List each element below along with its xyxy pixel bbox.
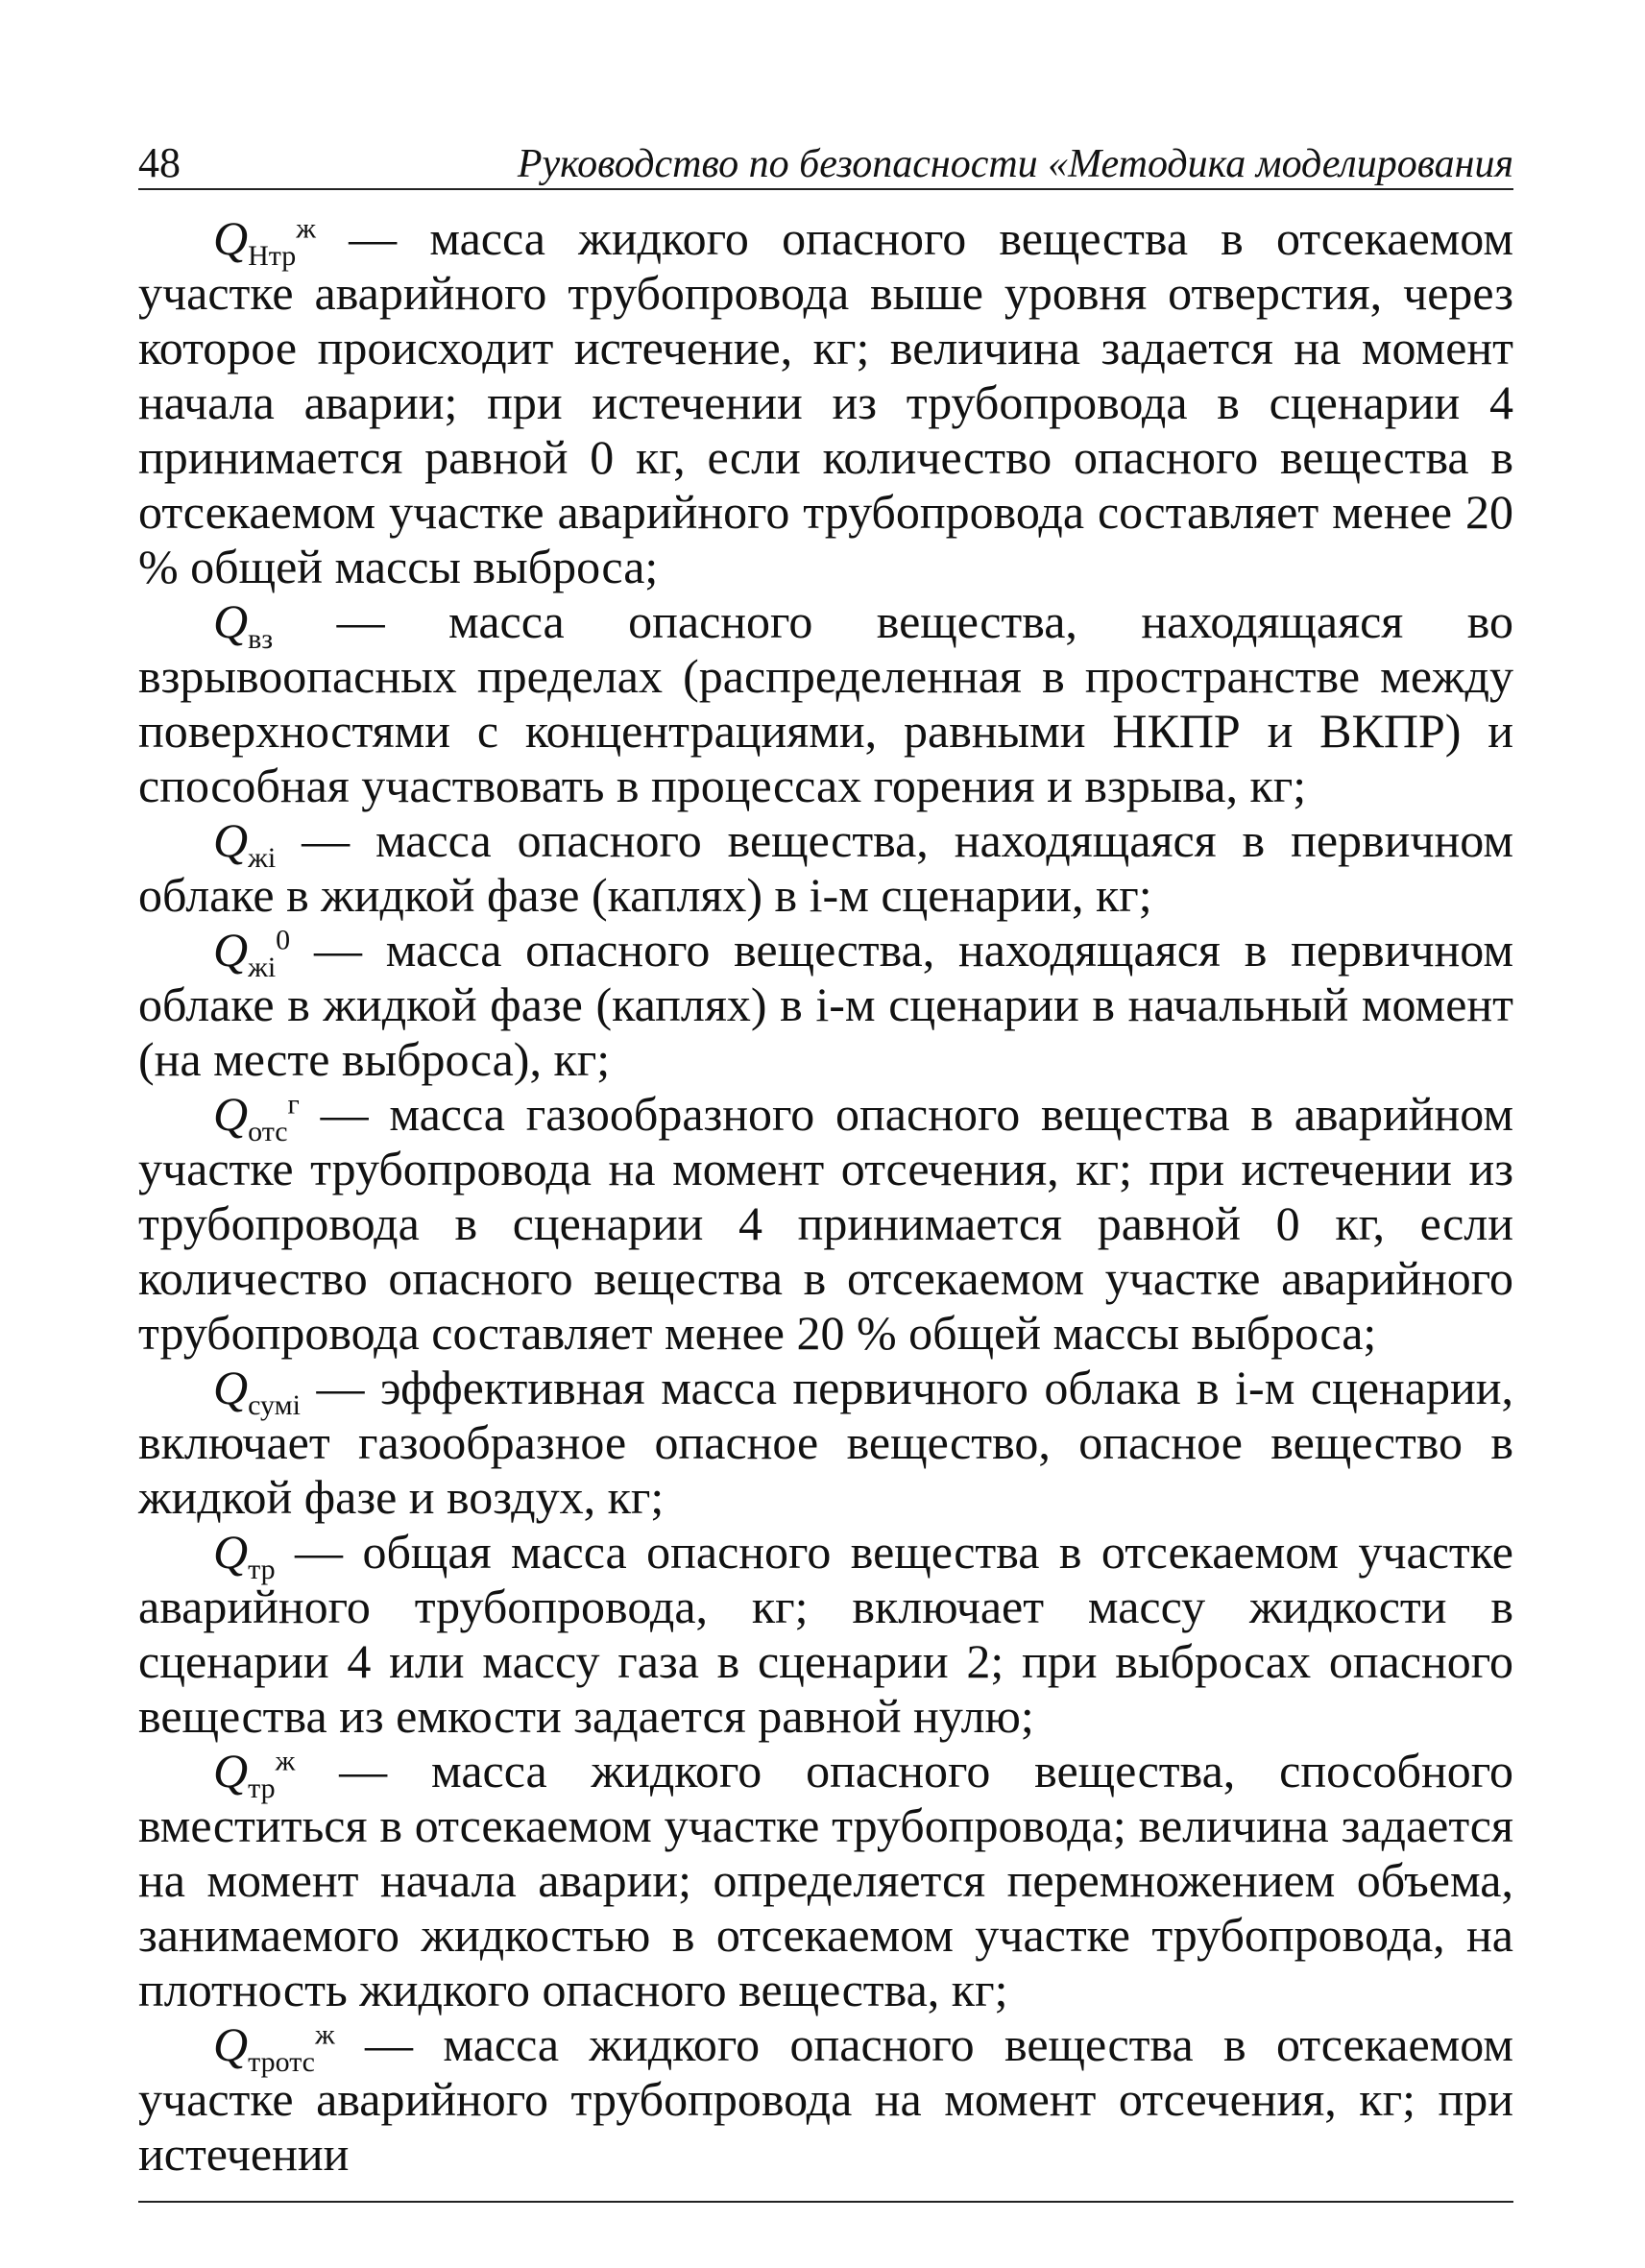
symbol: [213, 211, 316, 272]
definition-text: — масса газообразного опасного вещества в аварийном участке трубопровода на момент отсечения, кг; при истечении из трубопровода в сценарии 4 принимается равной 0 кг, если количество опасного вещества в отсекаемом участке аварийного трубопровода составляет менее 20 % общей массы выброса;: [138, 1087, 1513, 1360]
symbol-base: Q: [213, 1361, 249, 1414]
symbol-superscript: ж: [314, 2018, 335, 2051]
symbol: [213, 1525, 276, 1585]
symbol-subscript: сумi: [248, 1389, 301, 1421]
symbol-superscript: 0: [276, 924, 291, 956]
symbol: [213, 2017, 335, 2078]
definition-text: — масса опасного вещества, находящаяся в первичном облаке в жидкой фазе (каплях) в i-м сценарии в начальный момент (на месте выброса), кг;: [138, 923, 1513, 1086]
symbol: [213, 594, 274, 655]
symbol-subscript: жi: [248, 842, 277, 874]
definition-text: — масса опасного вещества, находящаяся в первичном облаке в жидкой фазе (каплях) в i-м сценарии, кг;: [138, 813, 1513, 922]
symbol-base: Q: [213, 1525, 249, 1579]
definition-text: — эффективная масса первичного облака в i-м сценарии, включает газообразное опасное вещество, опасное вещество в жидкой фазе и воздух, кг;: [138, 1361, 1513, 1524]
definition-entry: [138, 594, 1513, 813]
symbol-subscript: жi: [248, 952, 277, 983]
definition-entry: [138, 813, 1513, 923]
symbol: [213, 923, 291, 983]
symbol: [213, 813, 277, 874]
definition-entry: [138, 923, 1513, 1087]
definition-text: — масса жидкого опасного вещества в отсекаемом участке аварийного трубопровода выше уровня отверстия, через которое происходит истечение, кг; величина задается на момент начала аварии; при истечении из трубопровода в сценарии 4 принимается равной 0 кг, если количество опасного вещества в отсекаемом участке аварийного трубопровода составляет менее 20 % общей массы выброса;: [138, 211, 1513, 593]
definition-text: — общая масса опасного вещества в отсекаемом участке аварийного трубопровода, кг; включает массу жидкости в сценарии 4 или массу газа в сценарии 2; при выбросах опасного вещества из емкости задается равной нулю;: [138, 1525, 1513, 1743]
symbol-subscript: отс: [248, 1116, 288, 1147]
symbol-subscript: тр: [248, 1554, 276, 1585]
symbol-base: Q: [213, 2017, 249, 2071]
symbol: [213, 1744, 296, 1804]
definition-entry: [138, 1744, 1513, 2017]
symbol-subscript: вз: [248, 623, 274, 655]
symbol-base: Q: [213, 211, 249, 265]
symbol: [213, 1087, 300, 1147]
definition-entry: [138, 211, 1513, 594]
document-page: [138, 133, 1513, 2203]
running-title: Руководство по безопасности «Методика моделирования: [517, 142, 1513, 186]
symbol-superscript: ж: [275, 1745, 296, 1777]
definition-entry: [138, 1525, 1513, 1744]
symbol-base: Q: [213, 813, 249, 867]
symbol-base: Q: [213, 594, 249, 648]
page-number: 48: [138, 139, 181, 186]
symbol-base: Q: [213, 1744, 249, 1798]
symbol-base: Q: [213, 1087, 249, 1141]
symbol-base: Q: [213, 923, 249, 977]
symbol-subscript: тротс: [248, 2046, 315, 2078]
bottom-rule: [138, 2201, 1513, 2203]
symbol-superscript: ж: [296, 212, 316, 245]
definition-text: — масса жидкого опасного вещества в отсекаемом участке аварийного трубопровода на момент отсечения, кг; при истечении: [138, 2017, 1513, 2181]
definition-text: — масса жидкого опасного вещества, способного вместиться в отсекаемом участке трубопровода; величина задается на момент начала аварии; определяется перемножением объема, занимаемого жидкостью в отсекаемом участке трубопровода, на плотность жидкого опасного вещества, кг;: [138, 1744, 1513, 2016]
definition-entry: [138, 2017, 1513, 2182]
symbol: [213, 1361, 301, 1421]
running-head: [138, 133, 1513, 190]
definition-text: — масса опасного вещества, находящаяся во взрывоопасных пределах (распределенная в пространстве между поверхностями с концентрациями, равными НКПР и ВКПР) и способная участвовать в процессах горения и взрыва, кг;: [138, 594, 1513, 812]
symbol-superscript: г: [287, 1088, 300, 1121]
symbol-subscript: Нтр: [248, 240, 297, 272]
definitions-list: [138, 211, 1513, 2182]
definition-entry: [138, 1087, 1513, 1361]
symbol-subscript: тр: [248, 1773, 276, 1804]
definition-entry: [138, 1361, 1513, 1525]
